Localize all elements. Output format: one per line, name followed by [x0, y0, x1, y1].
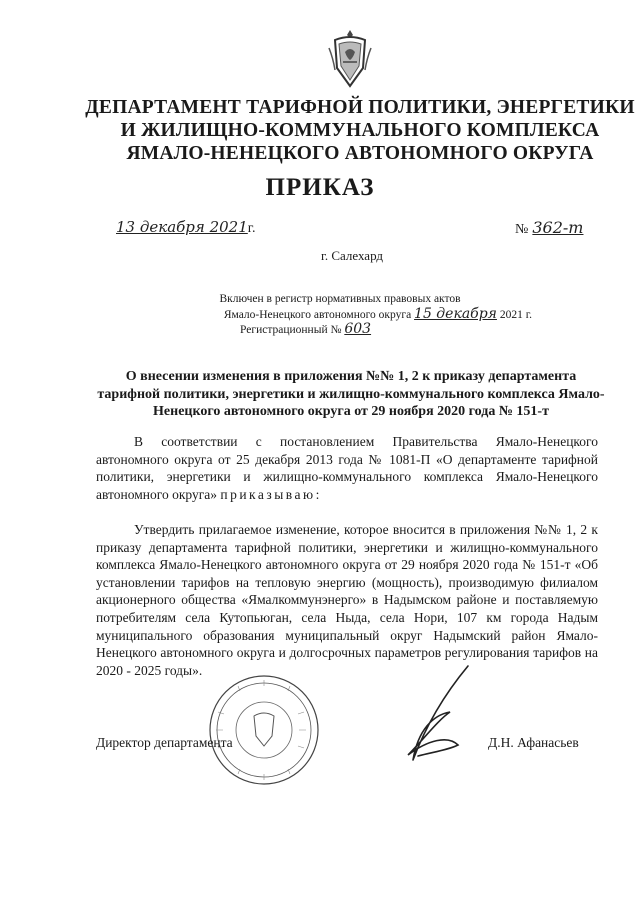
signatory-position: Директор департамента: [96, 735, 233, 750]
document-type: ПРИКАЗ: [265, 174, 375, 201]
city: г. Салехард: [320, 248, 384, 263]
registry-line2-suffix: 2021 г.: [499, 308, 532, 321]
department-line: ЯМАЛО-НЕНЕЦКОГО АВТОНОМНОГО ОКРУГА: [126, 143, 594, 164]
registry-note: [130, 292, 550, 338]
handwritten-signature-icon: [378, 660, 488, 770]
preamble-text: В соответствии с постановлением Правительства Ямало-Ненецкого автономного округа от 25 декабря 2013 года № 1081-П «О департаменте тарифной политики, энергетики и жилищно-коммунального комплекса Ямало-Ненецкого автономного округа»: [96, 434, 598, 502]
signatory-name: Д.Н. Афанасьев: [488, 735, 579, 750]
registry-line1: Включен в регистр нормативных правовых актов: [219, 293, 461, 305]
department-line: И ЖИЛИЩНО-КОММУНАЛЬНОГО КОМПЛЕКСА: [120, 120, 600, 141]
handwritten-date: 13 декабря 2021: [116, 218, 248, 236]
preamble-paragraph: [96, 433, 598, 503]
department-line: ДЕПАРТАМЕНТ ТАРИФНОЙ ПОЛИТИКИ, ЭНЕРГЕТИКИ: [85, 97, 635, 118]
date-suffix: г.: [247, 221, 256, 236]
registry-line3-prefix: Регистрационный №: [240, 324, 342, 336]
registry-line3: [130, 322, 550, 338]
order-number: [515, 218, 583, 238]
registry-handwritten-date: 15 декабря: [414, 305, 497, 322]
coat-of-arms-icon: [327, 28, 373, 90]
order-date: [116, 218, 255, 237]
registry-line2: [130, 307, 550, 323]
registry-line2-prefix: Ямало-Ненецкого автономного округа: [223, 308, 412, 321]
handwritten-number: 362-т: [532, 218, 584, 237]
round-seal-stamp-icon: [178, 672, 340, 790]
order-paragraph: Утвердить прилагаемое изменение, которое вносится в приложения №№ 1, 2 к приказу департамента тарифной политики, энергетики и жилищно-коммунального комплекса Ямало-Ненецкого автономного округа от 29 ноября 2020 года № 151-т «Об установлении тарифов на тепловую энергию (мощность), производимую филиалом акционерного общества «Ямалкоммунэнерго» в Надымском районе и поставляемую потребителям села Кутопьюган, села Ныда, села Нори, 107 км города Надым муниципального образования муниципальный округ Надымский район Ямало-Ненецкого автономного округа и долгосрочных параметров регулирования тарифов на 2020 - 2025 годы».: [96, 522, 598, 678]
registry-handwritten-number: 603: [344, 321, 372, 337]
department-title: [60, 96, 640, 165]
order-keyword: приказываю:: [220, 486, 322, 502]
order-subject: О внесении изменения в приложения №№ 1, 2 к приказу департамента тарифной политики, энергетики и жилищно-коммунального комплекса Ямало-Ненецкого автономного округа от 29 ноября 2020 года № 151-т: [97, 369, 605, 419]
number-prefix: №: [515, 222, 529, 237]
